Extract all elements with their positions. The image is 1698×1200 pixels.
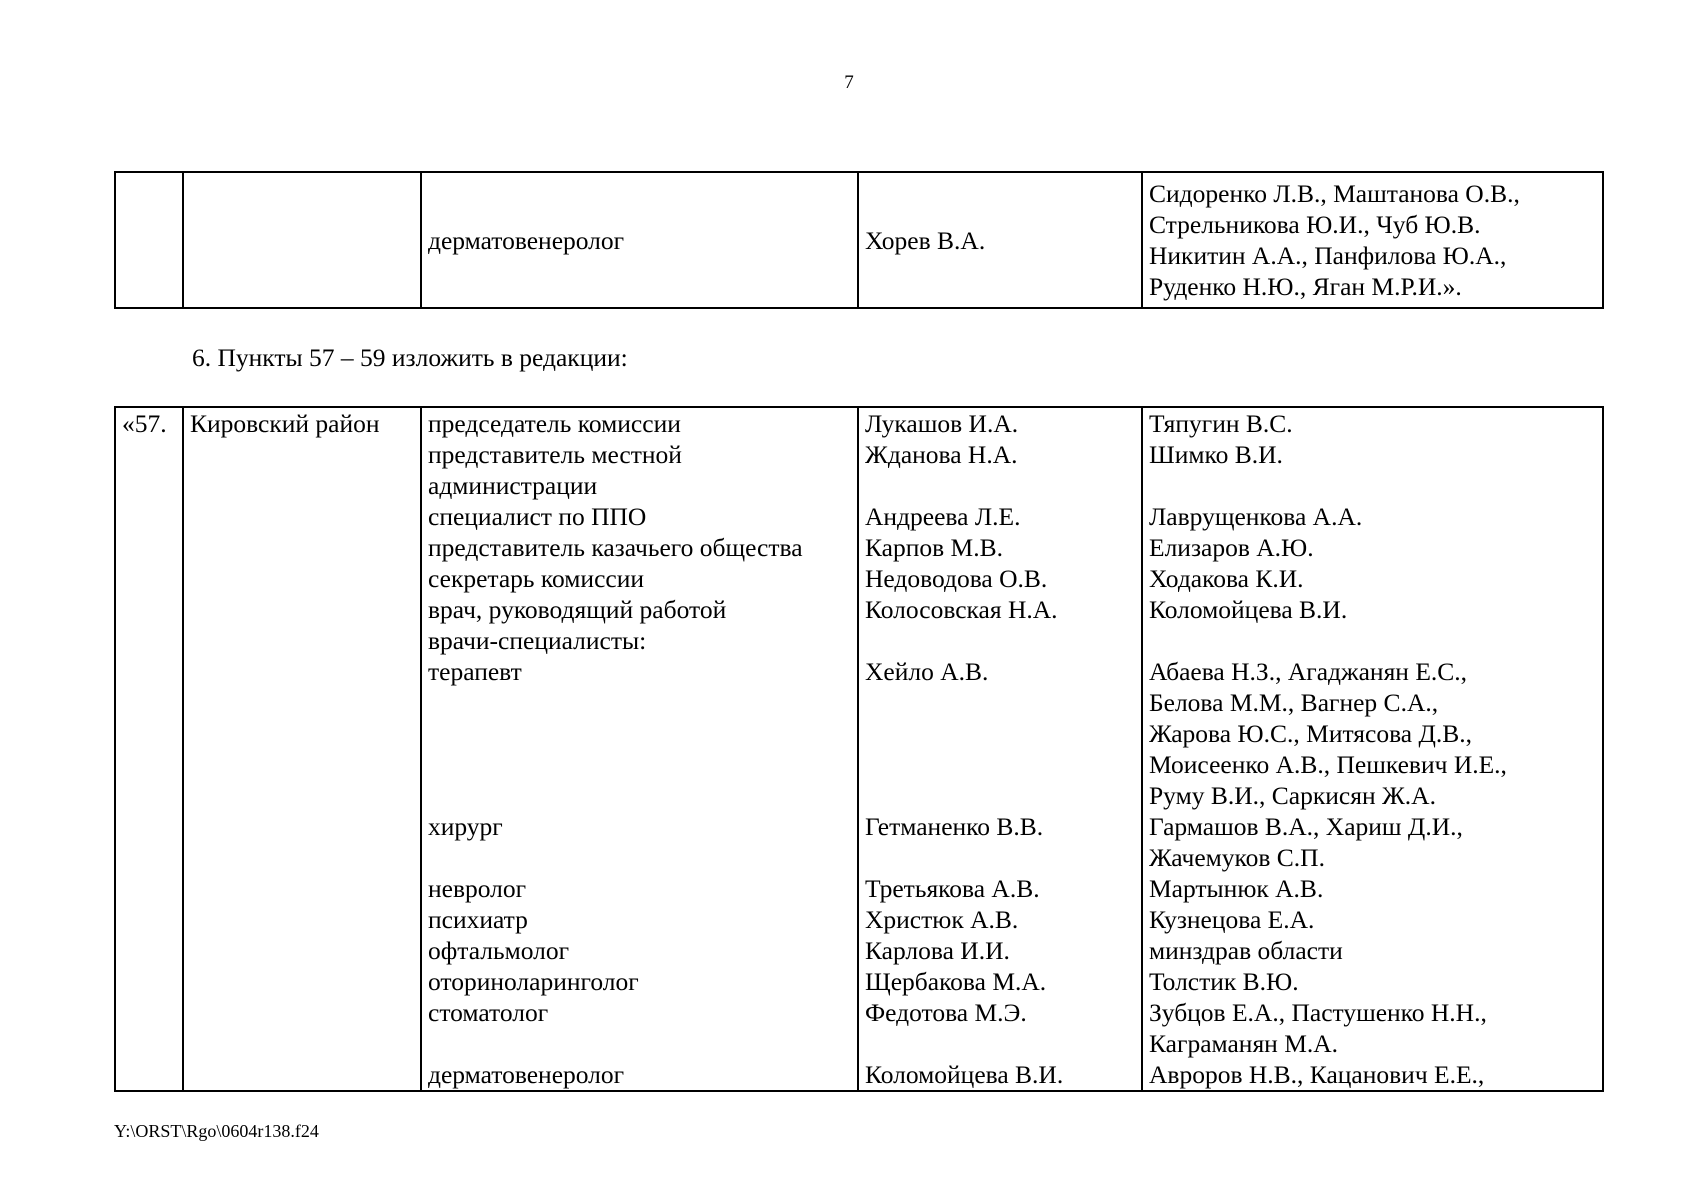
role-line: председатель комиссии <box>428 409 681 438</box>
role-cell: дерматовенеролог <box>421 172 858 308</box>
reserve-line: Авроров Н.В., Кацанович Е.Е., <box>1149 1060 1485 1089</box>
member-line: Лукашов И.А. <box>865 409 1019 438</box>
role-line <box>428 718 857 749</box>
reserve-line: Руденко Н.Ю., Яган М.Р.И.». <box>1149 272 1462 301</box>
reserve-line: Коломойцева В.И. <box>1149 595 1348 624</box>
reserve-line: Белова М.М., Вагнер С.А., <box>1149 688 1439 717</box>
page-number: 7 <box>844 72 854 93</box>
table-row <box>115 407 1603 1091</box>
role-line: специалист по ППО <box>428 502 647 531</box>
reserve-line: Руму В.И., Саркисян Ж.А. <box>1149 781 1436 810</box>
reserve-line: Сидоренко Л.В., Маштанова О.В., <box>1149 179 1520 208</box>
reserve-line: Моисеенко А.В., Пешкевич И.Е., <box>1149 750 1507 779</box>
role-cell <box>421 407 858 1091</box>
role-line: оториноларинголог <box>428 967 639 996</box>
role-line: стоматолог <box>428 998 549 1027</box>
member-line: Недоводова О.В. <box>865 564 1048 593</box>
reserve-line: Абаева Н.З., Агаджанян Е.С., <box>1149 657 1468 686</box>
reserve-line: Ходакова К.И. <box>1149 564 1304 593</box>
member-line: Коломойцева В.И. <box>865 1060 1064 1089</box>
reserve-line: Лаврущенкова А.А. <box>1149 502 1363 531</box>
member-line: Щербакова М.А. <box>865 967 1047 996</box>
member-line <box>865 780 1141 811</box>
district-cell: Кировский район <box>183 407 421 1091</box>
member-line: Хейло А.В. <box>865 657 989 686</box>
number-cell <box>115 172 183 308</box>
member-line: Гетманенко В.В. <box>865 812 1044 841</box>
reserve-line: Стрельникова Ю.И., Чуб Ю.В. <box>1149 210 1481 239</box>
role-line: врачи-специалисты: <box>428 626 647 655</box>
role-line <box>428 842 857 873</box>
reserve-line: Гармашов В.А., Хариш Д.И., <box>1149 812 1463 841</box>
reserve-line: минздрав области <box>1149 936 1343 965</box>
member-line <box>865 687 1141 718</box>
role-line: администрации <box>428 471 598 500</box>
role-line: терапевт <box>428 657 522 686</box>
reserve-line: Толстик В.Ю. <box>1149 967 1299 996</box>
role-line: дерматовенеролог <box>428 1060 625 1089</box>
role-line: психиатр <box>428 905 528 934</box>
role-line: врач, руководящий работой <box>428 595 727 624</box>
reserve-line: Жарова Ю.С., Митясова Д.В., <box>1149 719 1472 748</box>
member-cell <box>858 407 1142 1091</box>
reserve-line: Елизаров А.Ю. <box>1149 533 1314 562</box>
member-line <box>865 470 1141 501</box>
number-cell: «57. <box>115 407 183 1091</box>
member-line: Третьякова А.В. <box>865 874 1040 903</box>
reserve-line: Мартынюк А.В. <box>1149 874 1324 903</box>
member-line: Жданова Н.А. <box>865 440 1018 469</box>
role-line <box>428 749 857 780</box>
member-line: Федотова М.Э. <box>865 998 1027 1027</box>
reserve-line <box>1149 470 1602 501</box>
role-line: представитель местной <box>428 440 682 469</box>
role-line: представитель казачьего общества <box>428 533 803 562</box>
member-line <box>865 1028 1141 1059</box>
commission-table <box>114 406 1604 1092</box>
role-line <box>428 1028 857 1059</box>
member-line: Колосовская Н.А. <box>865 595 1058 624</box>
member-line: Христюк А.В. <box>865 905 1019 934</box>
reserve-line: Каграманян М.А. <box>1149 1029 1339 1058</box>
role-line: секретарь комиссии <box>428 564 645 593</box>
role-line <box>428 687 857 718</box>
reserve-line <box>1149 625 1602 656</box>
table-row <box>115 172 1603 308</box>
continuation-table <box>114 171 1604 309</box>
reserve-line: Жачемуков С.П. <box>1149 843 1325 872</box>
role-line: хирург <box>428 812 503 841</box>
member-line: Карлова И.И. <box>865 936 1010 965</box>
district-cell <box>183 172 421 308</box>
role-line <box>428 780 857 811</box>
member-line: Андреева Л.Е. <box>865 502 1021 531</box>
member-line <box>865 749 1141 780</box>
member-line <box>865 625 1141 656</box>
member-cell: Хорев В.А. <box>858 172 1142 308</box>
reserve-line: Зубцов Е.А., Пастушенко Н.Н., <box>1149 998 1487 1027</box>
amendment-paragraph: 6. Пункты 57 – 59 изложить в редакции: <box>192 343 628 372</box>
member-line: Карпов М.В. <box>865 533 1003 562</box>
reserve-line: Тяпугин В.С. <box>1149 409 1293 438</box>
role-line: невролог <box>428 874 527 903</box>
reserve-cell <box>1142 172 1603 308</box>
reserve-line: Никитин А.А., Панфилова Ю.А., <box>1149 241 1507 270</box>
role-line: офтальмолог <box>428 936 570 965</box>
file-path-footer: Y:\ORST\Rgo\0604r138.f24 <box>114 1121 319 1141</box>
member-line <box>865 842 1141 873</box>
member-line <box>865 718 1141 749</box>
reserve-line: Шимко В.И. <box>1149 440 1283 469</box>
reserve-cell <box>1142 407 1603 1091</box>
reserve-line: Кузнецова Е.А. <box>1149 905 1315 934</box>
